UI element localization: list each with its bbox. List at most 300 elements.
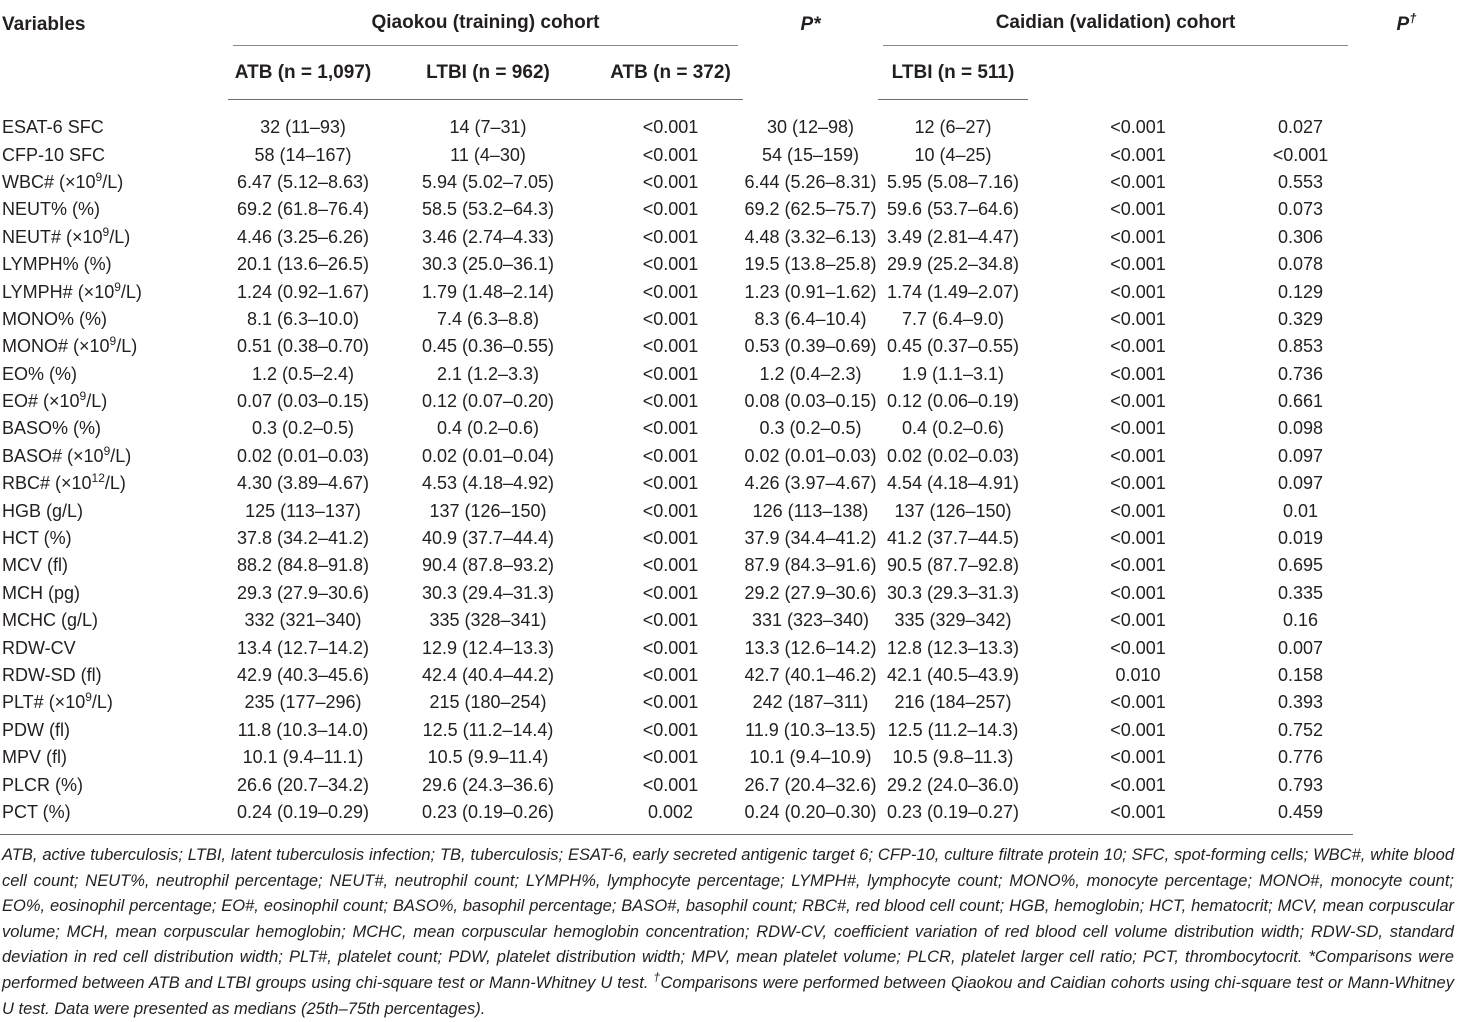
cell-p3: 0.027 [1277,116,1324,137]
cell-p1: 0.002 [598,799,743,835]
cell-t-ltbi: 137 (126–150) [429,500,547,521]
cell-v-atb: 242 (187–311) [752,692,869,713]
cell-t-atb: 11.8 (10.3–14.0) [237,719,369,740]
cell-p2: <0.001 [1028,799,1248,835]
table-row [0,141,1460,168]
cell-t-ltbi: 1.79 (1.48–2.14) [421,281,555,302]
cell-v-ltbi: 137 (126–150) [894,500,1012,521]
table-row [0,415,1460,442]
cell-v-ltbi: 0.02 (0.02–0.03) [886,445,1020,466]
cell-t-ltbi: 58.5 (53.2–64.3) [421,199,555,220]
cell-v-atb: 0.02 (0.01–0.03) [744,445,877,466]
cell-t-ltbi: 215 (180–254) [429,692,547,713]
cell-v-ltbi: 1.74 (1.49–2.07) [886,281,1020,302]
cell-p3: 0.393 [1277,692,1324,713]
cell-v-atb: 37.9 (34.4–41.2) [744,528,877,549]
cell-v-atb: 0.24 (0.20–0.30) [743,799,878,835]
cell-p3: 0.776 [1277,747,1324,768]
validation-cohort-rule [883,45,1348,46]
cell-p1: <0.001 [642,747,699,768]
variable-name: BASO% (%) [2,418,102,439]
cell-v-ltbi: 4.54 (4.18–4.91) [886,473,1020,494]
variable-name: PLCR (%) [2,774,84,795]
cell-t-atb: 125 (113–137) [245,500,361,521]
cell-p1: <0.001 [642,117,699,138]
variable-name: MPV (fl) [2,747,67,768]
cell-p1: <0.001 [642,199,699,220]
cell-variable [0,497,228,524]
cell-v-ltbi: 0.4 (0.2–0.6) [901,418,1005,439]
cell-t-atb: 1.2 (0.5–2.4) [251,363,355,384]
header-p-dagger-label: P [1396,14,1410,35]
table-row [0,224,1460,251]
variable-exponent: 9 [109,334,117,349]
cell-p2: <0.001 [1110,116,1166,137]
header-p-dagger-mark: † [1409,10,1417,26]
header-p-star-label: P [800,14,814,35]
variable-name: BASO# (×10 [2,445,104,466]
cell-v-atb: 0.3 (0.2–0.5) [759,418,862,439]
variable-name: MONO# (×10 [2,336,110,357]
variable-name: RDW-CV [2,637,76,658]
cell-v-atb: 126 (113–138) [752,500,869,521]
cell-p1: <0.001 [642,445,699,466]
variable-exponent: 9 [102,224,110,239]
table-row [0,333,1460,360]
cell-t-atb: 4.46 (3.25–6.26) [236,226,370,247]
cell-p2: <0.001 [1110,144,1166,165]
cell-v-ltbi: 0.23 (0.19–0.27) [878,799,1028,835]
cell-t-atb: 20.1 (13.6–26.5) [236,254,370,275]
cell-p2: <0.001 [1110,528,1166,549]
cell-p1: <0.001 [642,336,699,357]
cell-t-atb: 0.51 (0.38–0.70) [236,336,370,357]
variable-exponent: 9 [103,443,111,458]
variable-unit-tail: /L) [86,391,108,412]
variable-name: LYMPH% (%) [2,254,112,275]
table-row [0,361,1460,388]
cell-t-ltbi: 0.02 (0.01–0.04) [421,445,555,466]
variable-name: PCT (%) [2,801,71,822]
variable-name: EO% (%) [2,363,78,384]
cell-v-atb: 30 (12–98) [766,116,855,137]
cell-p3: 0.553 [1277,171,1324,192]
cell-variable [0,799,228,835]
table-row [0,717,1460,744]
cell-p3: 0.335 [1277,582,1324,603]
cell-p1: <0.001 [642,391,699,412]
footnote-abbreviations: ATB, active tuberculosis; LTBI, latent tuberculosis infection; TB, tuberculosis; ESAT-6, early secreted antigenic target 6; CFP-10, culture filtrate protein 10; SFC, spot-forming cells; WBC#, white blood cell count; NEUT%, neutrophil percentage; NEUT#, neutrophil count; LYMPH%, lymphocyte percentage; LYMPH#, lymphocyte count; MONO%, monocyte percentage; MONO#, monocyte count; EO%, eosinophil percentage; EO#, eosinophil count; BASO%, basophil percentage; BASO#, basophil count; RBC#, red blood cell count; HGB, hemoglobin; HCT, hematocrit; MCV, mean corpuscular volume; MCH, mean corpuscular hemoglobin; MCHC, mean corpuscular hemoglobin concentration; RDW-CV, coefficient variation of red blood cell volume distribution width; RDW-SD, standard deviation in red cell distribution width; PLT#, platelet count; PDW, platelet distribution width; MPV, mean platelet volume; PLCR, platelet larger cell ratio; PCT, thrombocytocrit. [2,846,1454,967]
cell-t-atb: 10.1 (9.4–11.1) [242,747,364,768]
table-header [0,0,1460,100]
cell-v-atb: 4.48 (3.32–6.13) [744,226,877,247]
cell-p2: <0.001 [1110,692,1166,713]
cell-p1: <0.001 [642,500,699,521]
cell-v-atb: 0.53 (0.39–0.69) [744,336,877,357]
cell-variable [0,717,228,744]
variable-name: MONO% (%) [2,308,107,329]
cell-p3: 0.329 [1277,308,1324,329]
cell-p1: <0.001 [642,308,699,329]
cell-v-atb: 87.9 (84.3–91.6) [744,555,877,576]
cell-p2: <0.001 [1110,774,1166,795]
cell-t-ltbi: 30.3 (25.0–36.1) [421,254,555,275]
variable-name: PDW (fl) [2,719,70,740]
cell-variable [0,470,228,497]
cell-t-atb: 0.24 (0.19–0.29) [228,799,378,835]
cell-p3: 0.078 [1277,254,1324,275]
cell-p1: <0.001 [642,610,699,631]
cell-t-atb: 29.3 (27.9–30.6) [236,582,370,603]
cell-variable [0,634,228,661]
cell-t-atb: 32 (11–93) [260,117,346,138]
cell-t-ltbi: 335 (328–341) [429,610,547,631]
cell-p1: <0.001 [642,774,699,795]
cell-t-atb: 8.1 (6.3–10.0) [246,308,360,329]
cell-p3: 0.16 [1282,610,1319,631]
variable-exponent: 9 [95,169,103,184]
cell-variable [0,771,228,798]
cell-t-atb: 58 (14–167) [254,144,352,165]
cell-p2: <0.001 [1110,637,1166,658]
cell-p1: <0.001 [642,582,699,603]
table-row [0,525,1460,552]
cell-t-ltbi: 40.9 (37.7–44.4) [421,528,555,549]
cell-v-atb: 29.2 (27.9–30.6) [744,582,877,603]
variable-exponent: 12 [91,471,105,486]
cell-v-ltbi: 29.9 (25.2–34.8) [886,254,1020,275]
cell-v-ltbi: 59.6 (53.7–64.6) [886,199,1020,220]
header-train-ltbi: LTBI (n = 962) [378,46,598,100]
variable-name: EO# (×10 [2,391,80,412]
cell-t-ltbi: 4.53 (4.18–4.92) [421,473,555,494]
cell-p2: <0.001 [1110,582,1166,603]
variable-name: HGB (g/L) [2,500,84,521]
cell-t-atb: 42.9 (40.3–45.6) [236,665,370,685]
variable-name: RDW-SD (fl) [2,665,102,685]
cell-v-atb: 10.1 (9.4–10.9) [749,747,872,768]
cell-variable [0,100,228,142]
cell-variable [0,662,228,689]
variable-name: NEUT% (%) [2,199,100,220]
table-row [0,443,1460,470]
cell-p2: <0.001 [1110,418,1166,439]
cell-v-atb: 331 (323–340) [751,610,870,631]
cell-p1: <0.001 [642,171,699,192]
table-footnote [2,843,1454,1022]
cell-t-ltbi: 3.46 (2.74–4.33) [421,226,555,247]
cell-t-atb: 13.4 (12.7–14.2) [236,637,370,658]
header-training-cohort [228,0,743,46]
cell-p3: 0.073 [1277,199,1324,220]
cell-p3: 0.097 [1277,445,1324,466]
cell-t-atb: 26.6 (20.7–34.2) [236,774,370,795]
cell-p3: 0.752 [1277,719,1324,740]
cell-variable [0,141,228,168]
variable-name: LYMPH# (×10 [2,281,115,302]
cell-t-ltbi: 11 (4–30) [450,144,526,165]
cell-p3: 0.019 [1277,528,1324,549]
header-val-ltbi: LTBI (n = 511) [878,46,1028,100]
variable-name: PLT# (×10 [2,692,86,713]
header-training-cohort-label: Qiaokou (training) cohort [371,12,600,33]
cell-v-ltbi: 335 (329–342) [894,610,1012,631]
cell-v-ltbi: 29.2 (24.0–36.0) [886,774,1020,795]
cell-p2: <0.001 [1110,555,1166,576]
table-row [0,100,1460,142]
table-row [0,580,1460,607]
header-p-dagger [1353,0,1460,100]
cell-v-ltbi: 12.5 (11.2–14.3) [887,719,1019,740]
cell-t-ltbi: 0.23 (0.19–0.26) [378,799,598,835]
cell-p3: 0.736 [1277,363,1324,384]
table-row [0,169,1460,196]
cell-variable [0,306,228,333]
cell-t-ltbi: 2.1 (1.2–3.3) [436,363,540,384]
variable-name: HCT (%) [2,528,72,549]
cell-v-atb: 1.2 (0.4–2.3) [759,363,862,384]
cell-p1: <0.001 [642,719,699,740]
table-row [0,251,1460,278]
cell-t-atb: 235 (177–296) [244,692,362,713]
cell-variable [0,744,228,771]
variable-unit-tail: /L) [116,336,138,357]
cell-v-ltbi: 216 (184–257) [894,692,1012,713]
cell-v-atb: 26.7 (20.4–32.6) [744,774,877,795]
table-row [0,196,1460,223]
cell-t-ltbi: 12.9 (12.4–13.3) [421,637,555,658]
cell-p1: <0.001 [642,144,699,165]
header-validation-cohort-label: Caidian (validation) cohort [995,12,1236,33]
cell-variable [0,388,228,415]
cell-p2: <0.001 [1110,199,1166,220]
cell-p2: 0.010 [1115,665,1161,685]
cell-t-ltbi: 42.4 (40.4–44.2) [421,665,555,685]
table-row [0,278,1460,305]
cell-p1: <0.001 [642,665,699,685]
table-row [0,470,1460,497]
header-p-star-mark: * [813,14,821,35]
header-val-atb: ATB (n = 372) [598,46,743,100]
variable-exponent: 9 [114,279,121,294]
cell-p2: <0.001 [1110,473,1166,494]
cell-t-ltbi: 5.94 (5.02–7.05) [421,171,555,192]
cell-p2: <0.001 [1110,226,1166,247]
cell-variable [0,525,228,552]
table-row [0,388,1460,415]
cell-t-ltbi: 12.5 (11.2–14.4) [422,719,554,740]
cell-variable [0,580,228,607]
cell-v-ltbi: 41.2 (37.7–44.5) [886,528,1020,549]
cell-p2: <0.001 [1110,610,1166,631]
cell-variable [0,552,228,579]
cell-p1: <0.001 [642,555,699,576]
variable-name: ESAT-6 SFC [2,116,104,137]
cell-v-ltbi: 12 (6–27) [914,117,992,138]
cell-p2: <0.001 [1110,500,1166,521]
cell-p2: <0.001 [1110,308,1166,329]
cell-v-ltbi: 90.5 (87.7–92.8) [886,555,1020,576]
variable-name: MCH (pg) [2,582,81,603]
cell-v-atb: 6.44 (5.26–8.31) [744,171,877,192]
cell-t-ltbi: 90.4 (87.8–93.2) [421,555,555,576]
cell-p3: 0.793 [1277,774,1324,795]
cell-p1: <0.001 [642,363,699,384]
cell-p3: 0.306 [1277,226,1324,247]
cell-t-atb: 0.02 (0.01–0.03) [236,445,370,466]
variable-unit-tail: /L) [91,692,113,713]
cell-v-ltbi: 10 (4–25) [914,144,992,165]
variable-name: RBC# (×10 [2,473,92,494]
cell-p3: 0.007 [1277,637,1324,658]
cell-t-ltbi: 14 (7–31) [449,117,527,138]
cell-variable [0,443,228,470]
footnote-star-note: *Comparisons were performed between ATB and LTBI groups using chi-square test or Mann-Whitney U test. [2,948,1454,992]
table-row [0,634,1460,661]
cell-t-atb: 88.2 (84.8–91.8) [236,555,370,576]
cell-t-atb: 0.07 (0.03–0.15) [236,391,370,412]
cell-t-ltbi: 0.45 (0.36–0.55) [421,336,555,357]
variable-unit-tail: /L) [104,473,126,494]
cell-v-ltbi: 7.7 (6.4–9.0) [901,308,1005,329]
cell-v-ltbi: 30.3 (29.3–31.3) [886,582,1020,603]
cell-t-ltbi: 29.6 (24.3–36.6) [421,774,555,795]
cell-p2: <0.001 [1110,445,1166,466]
cell-p2: <0.001 [1110,363,1166,384]
cell-p3: 0.158 [1277,665,1324,685]
cell-variable [0,333,228,360]
footnote-dagger-mark: † [653,970,661,985]
table-row [0,689,1460,716]
variable-unit-tail: /L) [110,445,132,466]
cell-p2: <0.001 [1110,719,1166,740]
cell-variable [0,169,228,196]
cell-p3: 0.01 [1282,500,1319,521]
cell-p2: <0.001 [1110,254,1166,275]
cell-p3: 0.098 [1277,418,1324,439]
cell-p1: <0.001 [642,528,699,549]
cell-p2: <0.001 [1110,336,1166,357]
cell-v-atb: 54 (15–159) [761,144,860,165]
variable-unit-tail: /L) [102,171,124,192]
cell-v-atb: 4.26 (3.97–4.67) [744,473,877,494]
cell-v-ltbi: 5.95 (5.08–7.16) [886,171,1020,192]
footnote-dagger-note: Comparisons were performed between Qiaokou and Caidian cohorts using chi-square test or Mann-Whitney U test. Data were presented as medians (25th–75th percentages). [2,973,1454,1018]
cell-t-atb: 0.3 (0.2–0.5) [251,418,355,439]
cell-p1: <0.001 [642,226,699,247]
cell-p3: 0.097 [1277,473,1324,494]
cell-v-atb: 13.3 (12.6–14.2) [744,637,877,658]
header-p-star [743,0,878,100]
table-row [0,306,1460,333]
cell-variable [0,415,228,442]
cell-p3: 0.459 [1248,799,1353,835]
cell-variable [0,361,228,388]
cell-v-ltbi: 12.8 (12.3–13.3) [886,637,1020,658]
table-row [0,744,1460,771]
cell-t-ltbi: 7.4 (6.3–8.8) [436,308,540,329]
cell-t-atb: 1.24 (0.92–1.67) [236,281,370,302]
variable-unit-tail: /L) [109,226,131,247]
table-row [0,799,1460,835]
cell-t-ltbi: 10.5 (9.9–11.4) [427,747,549,768]
cell-variable [0,251,228,278]
header-train-atb: ATB (n = 1,097) [228,46,378,100]
table-body [0,100,1460,835]
cell-t-atb: 69.2 (61.8–76.4) [236,199,370,220]
variable-name: NEUT# (×10 [2,226,103,247]
cell-p2: <0.001 [1110,281,1166,302]
cell-p3: 0.695 [1277,555,1324,576]
cell-p2: <0.001 [1110,391,1166,412]
variable-exponent: 9 [85,690,92,705]
header-validation-cohort [878,0,1353,46]
cell-p3: 0.661 [1277,391,1324,412]
cell-t-atb: 332 (321–340) [244,610,362,631]
variable-name: MCV (fl) [2,555,68,576]
cell-v-ltbi: 1.9 (1.1–3.1) [901,363,1005,384]
cell-t-ltbi: 0.4 (0.2–0.6) [436,418,540,439]
table-row [0,552,1460,579]
cell-variable [0,607,228,634]
cell-t-atb: 6.47 (5.12–8.63) [236,171,370,192]
cell-t-ltbi: 0.12 (0.07–0.20) [421,391,555,412]
variable-name: MCHC (g/L) [2,610,99,631]
training-cohort-rule [233,45,738,46]
table-row [0,497,1460,524]
table-row [0,607,1460,634]
variable-exponent: 9 [79,389,87,404]
variable-name: CFP-10 SFC [2,144,106,165]
cell-v-ltbi: 10.5 (9.8–11.3) [892,747,1014,768]
cell-v-atb: 1.23 (0.91–1.62) [744,281,877,302]
variable-unit-tail: /L) [120,281,142,302]
cell-p1: <0.001 [642,281,699,302]
cell-variable [0,224,228,251]
cell-variable [0,196,228,223]
cell-v-atb: 0.08 (0.03–0.15) [744,391,877,412]
cell-p3: 0.853 [1277,336,1324,357]
cell-p3: 0.129 [1277,281,1324,302]
cell-p1: <0.001 [642,473,699,494]
cell-v-ltbi: 3.49 (2.81–4.47) [886,226,1020,247]
cell-t-atb: 4.30 (3.89–4.67) [236,473,370,494]
cell-v-atb: 19.5 (13.8–25.8) [744,254,877,275]
cell-v-atb: 8.3 (6.4–10.4) [754,308,867,329]
cell-variable [0,689,228,716]
cell-v-atb: 69.2 (62.5–75.7) [744,199,877,220]
table-row [0,771,1460,798]
cell-v-atb: 42.7 (40.1–46.2) [744,665,877,685]
cell-p3: <0.001 [1272,144,1329,165]
cell-t-atb: 37.8 (34.2–41.2) [236,528,370,549]
cell-variable [0,278,228,305]
cell-p1: <0.001 [642,692,699,713]
header-variables: Variables [2,14,86,35]
cell-p2: <0.001 [1110,747,1166,768]
cell-v-atb: 11.9 (10.3–13.5) [745,719,876,740]
cell-p1: <0.001 [642,637,699,658]
table-row [0,662,1460,689]
cell-p1: <0.001 [642,418,699,439]
variable-name: WBC# (×10 [2,171,96,192]
cell-v-ltbi: 0.45 (0.37–0.55) [886,336,1020,357]
cell-v-ltbi: 42.1 (40.5–43.9) [886,665,1020,685]
cell-t-ltbi: 30.3 (29.4–31.3) [421,582,555,603]
cell-v-ltbi: 0.12 (0.06–0.19) [886,391,1020,412]
cell-p1: <0.001 [642,254,699,275]
cell-p2: <0.001 [1110,171,1166,192]
